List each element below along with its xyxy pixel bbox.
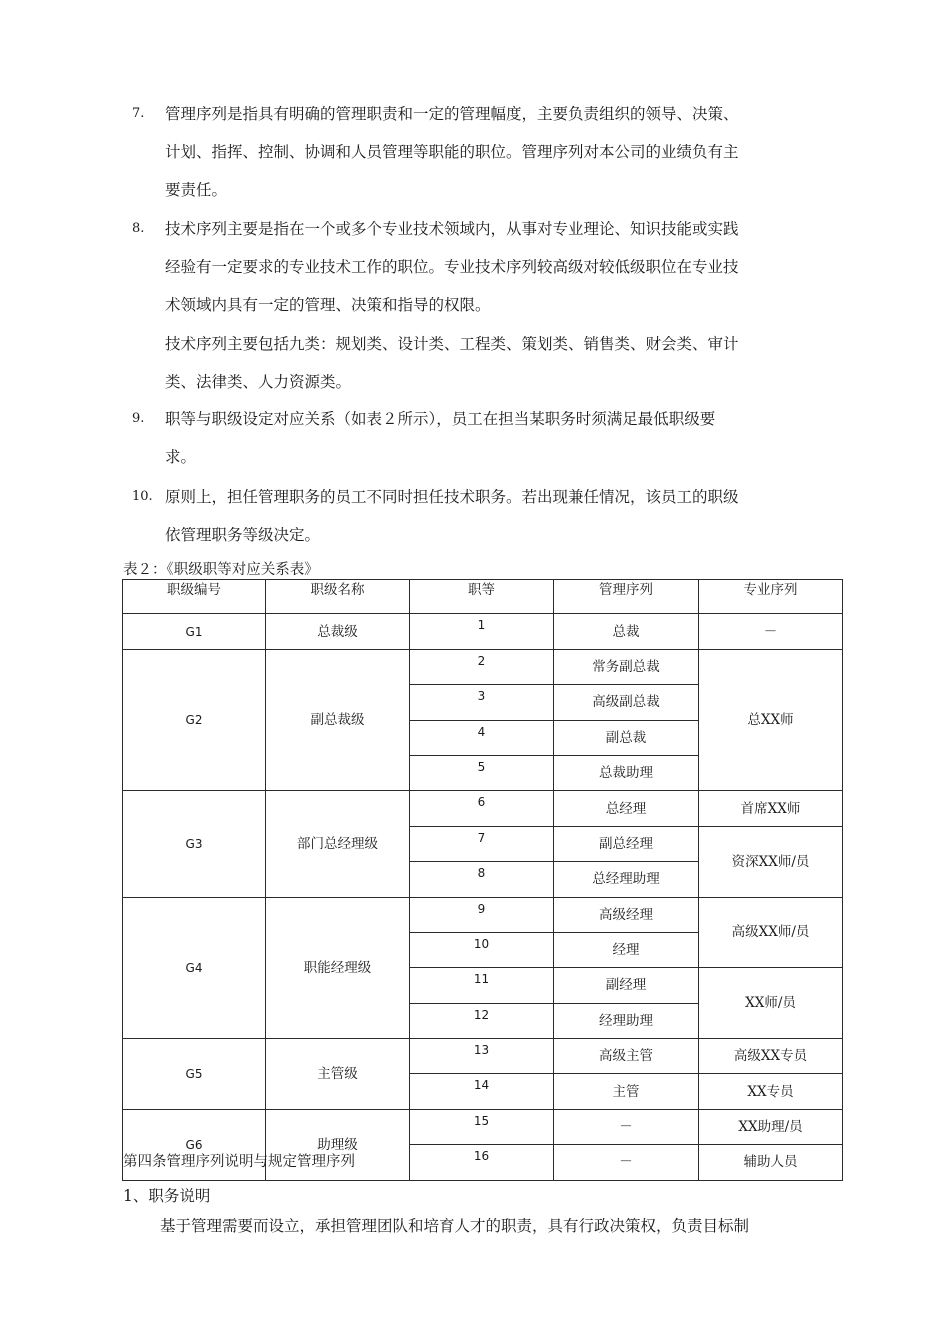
professional-track-cell: 首席XX师: [699, 791, 843, 826]
item-line: 计划、指挥、控制、协调和人员管理等职能的职位。管理序列对本公司的业绩负有主: [165, 143, 739, 161]
item-line: 求。: [165, 448, 197, 466]
grade-code-cell: G6: [123, 1109, 266, 1180]
header-cell: 专业序列: [699, 580, 843, 614]
grade-name-cell: 总裁级: [266, 614, 410, 649]
management-track-cell: 副总经理: [554, 826, 699, 861]
header-cell: 管理序列: [554, 580, 699, 614]
item-line: 技术序列主要是指在一个或多个专业技术领域内，从事对专业理论、知识技能或实践: [165, 220, 739, 238]
header-cell: 职级编号: [123, 580, 266, 614]
item-number: 9.: [132, 411, 145, 426]
grade-level-cell: 8: [410, 862, 554, 897]
grade-level-cell: 5: [410, 755, 554, 790]
professional-track-cell: 总XX师: [699, 649, 843, 791]
management-track-cell: 总裁助理: [554, 755, 699, 790]
table-row: [123, 649, 843, 684]
management-track-cell: 主管: [554, 1074, 699, 1109]
item-line: 要责任。: [165, 181, 228, 199]
grade-level-cell: 13: [410, 1039, 554, 1074]
grade-level-cell: 3: [410, 685, 554, 720]
body-paragraph: 基于管理需要而设立，承担管理团队和培育人才的职责，具有行政决策权，负责目标制: [160, 1217, 750, 1235]
management-track-cell: 总裁: [554, 614, 699, 649]
management-track-cell: 常务副总裁: [554, 649, 699, 684]
grade-level-cell: 9: [410, 897, 554, 932]
management-track-cell: 经理助理: [554, 1003, 699, 1038]
grade-level-cell: 6: [410, 791, 554, 826]
item-text: [165, 210, 842, 324]
item-line: 经验有一定要求的专业技术工作的职位。专业技术序列较高级对较低级职位在专业技: [165, 258, 739, 276]
item-text: [165, 478, 842, 554]
grade-level-cell: 2: [410, 649, 554, 684]
management-track-cell: －: [554, 1109, 699, 1144]
management-track-cell: 高级主管: [554, 1039, 699, 1074]
grade-name-cell: 部门总经理级: [266, 791, 410, 897]
grade-code-cell: G3: [123, 791, 266, 897]
item-line: 管理序列是指具有明确的管理职责和一定的管理幅度，主要负责组织的领导、决策、: [165, 105, 739, 123]
management-track-cell: 总经理助理: [554, 862, 699, 897]
management-track-cell: －: [554, 1145, 699, 1180]
item-line: 类、法律类、人力资源类。: [165, 373, 352, 391]
item-line: 术领域内具有一定的管理、决策和指导的权限。: [165, 296, 491, 314]
item-number: 8.: [132, 221, 145, 236]
item-number: 10.: [132, 489, 153, 504]
grade-level-cell: 16: [410, 1145, 554, 1180]
professional-track-cell: －: [699, 614, 843, 649]
table-header-row: [123, 580, 843, 614]
management-track-cell: 高级经理: [554, 897, 699, 932]
item-line: 原则上，担任管理职务的员工不同时担任技术职务。若出现兼任情况，该员工的职级: [165, 488, 739, 506]
grade-name-cell: 职能经理级: [266, 897, 410, 1039]
management-track-cell: 副经理: [554, 968, 699, 1003]
professional-track-cell: 高级XX专员: [699, 1039, 843, 1074]
professional-track-cell: 资深XX师/员: [699, 826, 843, 897]
professional-track-cell: XX师/员: [699, 968, 843, 1039]
table-row: [123, 791, 843, 826]
grade-level-cell: 1: [410, 614, 554, 649]
grade-name-cell: 主管级: [266, 1039, 410, 1110]
grade-mapping-table: [122, 579, 843, 1181]
grade-level-cell: 4: [410, 720, 554, 755]
grade-level-cell: 7: [410, 826, 554, 861]
header-cell: 职级名称: [266, 580, 410, 614]
table-caption: 表２：《职级职等对应关系表》: [123, 562, 319, 578]
grade-code-cell: G4: [123, 897, 266, 1039]
table-row: [123, 614, 843, 649]
professional-track-cell: XX专员: [699, 1074, 843, 1109]
professional-track-cell: 高级XX师/员: [699, 897, 843, 968]
subsection-heading: 1、职务说明: [123, 1187, 211, 1205]
table-row: [123, 1109, 843, 1144]
grade-level-cell: 10: [410, 932, 554, 967]
professional-track-cell: XX助理/员: [699, 1109, 843, 1144]
grade-level-cell: 15: [410, 1109, 554, 1144]
item-text: [165, 325, 842, 401]
grade-code-cell: G1: [123, 614, 266, 649]
grade-level-cell: 11: [410, 968, 554, 1003]
management-track-cell: 经理: [554, 932, 699, 967]
management-track-cell: 高级副总裁: [554, 685, 699, 720]
grade-code-cell: G5: [123, 1039, 266, 1110]
grade-level-cell: 14: [410, 1074, 554, 1109]
management-track-cell: 副总裁: [554, 720, 699, 755]
table-row: [123, 1039, 843, 1074]
section-heading: 第四条管理序列说明与规定管理序列: [123, 1154, 355, 1170]
grade-name-cell: 助理级: [266, 1109, 410, 1180]
grade-code-cell: G2: [123, 649, 266, 791]
item-line: 技术序列主要包括九类：规划类、设计类、工程类、策划类、销售类、财会类、审计: [165, 335, 739, 353]
table-row: [123, 897, 843, 932]
grade-level-cell: 12: [410, 1003, 554, 1038]
professional-track-cell: 辅助人员: [699, 1145, 843, 1180]
item-text: [165, 95, 842, 209]
item-text: [165, 400, 842, 476]
item-line: 职等与职级设定对应关系（如表２所示），员工在担当某职务时须满足最低职级要: [165, 410, 716, 428]
item-line: 依管理职务等级决定。: [165, 526, 321, 544]
management-track-cell: 总经理: [554, 791, 699, 826]
item-number: 7.: [132, 106, 145, 121]
grade-name-cell: 副总裁级: [266, 649, 410, 791]
header-cell: 职等: [410, 580, 554, 614]
